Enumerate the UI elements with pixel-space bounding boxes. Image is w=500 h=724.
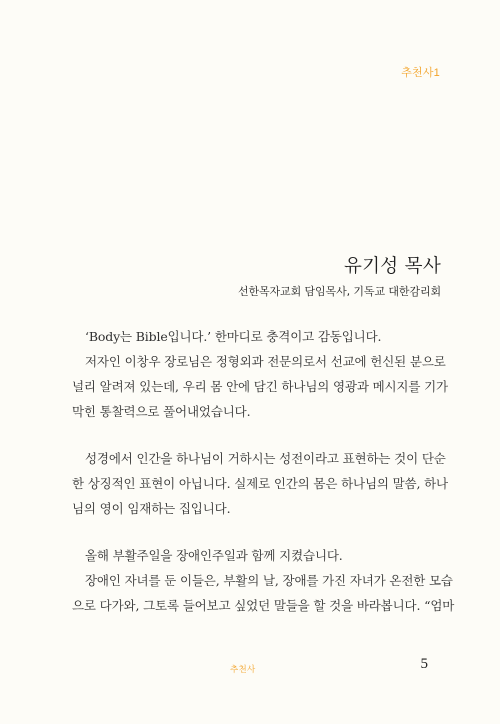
text-line: ‘Body는 Bible입니다.’ 한마디로 충격이고 감동입니다. — [85, 329, 382, 344]
paragraph-5 — [72, 568, 455, 618]
text-line: 막힌 통찰력으로 풀어내었습니다. — [72, 404, 251, 419]
text-line: 장애인 자녀를 둔 이들은, 부활의 날, 장애를 가진 자녀가 온전한 모습 — [85, 573, 453, 588]
paragraph-4 — [72, 543, 440, 568]
paragraph-spacer — [72, 521, 440, 543]
text-line: 널리 알려져 있는데, 우리 몸 안에 담긴 하나님의 영광과 메시지를 기가 — [72, 379, 448, 394]
paragraph-1 — [72, 324, 440, 349]
author-role: 선한목자교회 담임목사, 기독교 대한감리회 — [237, 285, 441, 298]
text-line: 성경에서 인간을 하나님이 거하시는 성전이라고 표현하는 것이 단순 — [85, 451, 446, 466]
paragraph-2 — [72, 349, 448, 424]
author-name: 유기성 목사 — [343, 256, 441, 277]
text-line: 저자인 이창우 장로님은 정형외과 전문의로서 선교에 헌신된 분으로 — [85, 354, 446, 369]
text-line: 님의 영이 임재하는 집입니다. — [72, 501, 231, 516]
page-number: 5 — [420, 656, 428, 672]
text-line: 올해 부활주일을 장애인주일과 함께 지켰습니다. — [85, 548, 343, 563]
text-line: 으로 다가와, 그토록 들어보고 싶었던 말들을 할 것을 바라봅니다. “엄마 — [72, 598, 455, 613]
paragraph-spacer — [72, 424, 440, 446]
paragraph-3 — [72, 446, 448, 521]
running-header-title: 추천사1 — [401, 67, 440, 79]
author-block — [238, 254, 441, 301]
text-line: 한 상징적인 표현이 아닙니다. 실제로 인간의 몸은 하나님의 말씀, 하나 — [72, 476, 448, 491]
footer-section-label: 추천사 — [230, 664, 256, 674]
recommendation-body — [72, 324, 455, 618]
